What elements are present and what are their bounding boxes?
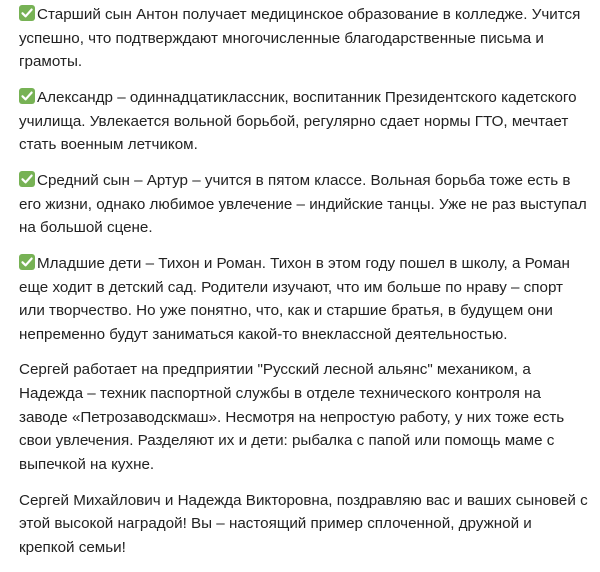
paragraph-text: Средний сын – Артур – учится в пятом классе. Вольная борьба тоже есть в его жизни, однако любимое увлечение – индийские танцы. Уже не раз выступал на большой сцене. <box>19 171 587 237</box>
post-body <box>19 3 591 572</box>
paragraph-text: Старший сын Антон получает медицинское образование в колледже. Учится успешно, что подтверждают многочисленные благодарственные письма и грамоты. <box>19 6 581 71</box>
check-mark-icon <box>19 171 35 187</box>
paragraph-text: Александр – одиннадцатиклассник, воспитанник Президентского кадетского училища. Увлекается вольной борьбой, регулярно сдает нормы ГТО, мечтает стать военным летчиком. <box>19 88 577 154</box>
paragraph-alexander <box>19 86 591 157</box>
paragraph-younger-children <box>19 252 591 346</box>
paragraph-parents-work <box>19 358 591 476</box>
check-mark-icon <box>19 88 35 104</box>
paragraph-text: Сергей работает на предприятии "Русский лесной альянс" механиком, а Надежда – техник паспортной службы в отделе технического контроля на заводе «Петрозаводскмаш». Несмотря на непростую работу, у них тоже есть свои увлечения. Разделяют их и дети: рыбалка с папой или помощь маме с выпечкой на кухне. <box>19 361 565 473</box>
paragraph-text: Младшие дети – Тихон и Роман. Тихон в этом году пошел в школу, а Роман еще ходит в детский сад. Родители изучают, что им больше по нраву – спорт или творчество. Но уже понятно, что, как и старшие братья, в будущем они непременно будут заниматься какой-то внеклассной деятельностью. <box>19 254 570 343</box>
paragraph-text: Сергей Михайлович и Надежда Викторовна, поздравляю вас и ваших сыновей с этой высокой наградой! Вы – настоящий пример сплоченной, дружной и крепкой семьи! <box>19 491 588 556</box>
paragraph-artur <box>19 169 591 240</box>
check-mark-icon <box>19 254 35 270</box>
check-mark-icon <box>19 5 35 21</box>
paragraph-anton <box>19 3 591 74</box>
